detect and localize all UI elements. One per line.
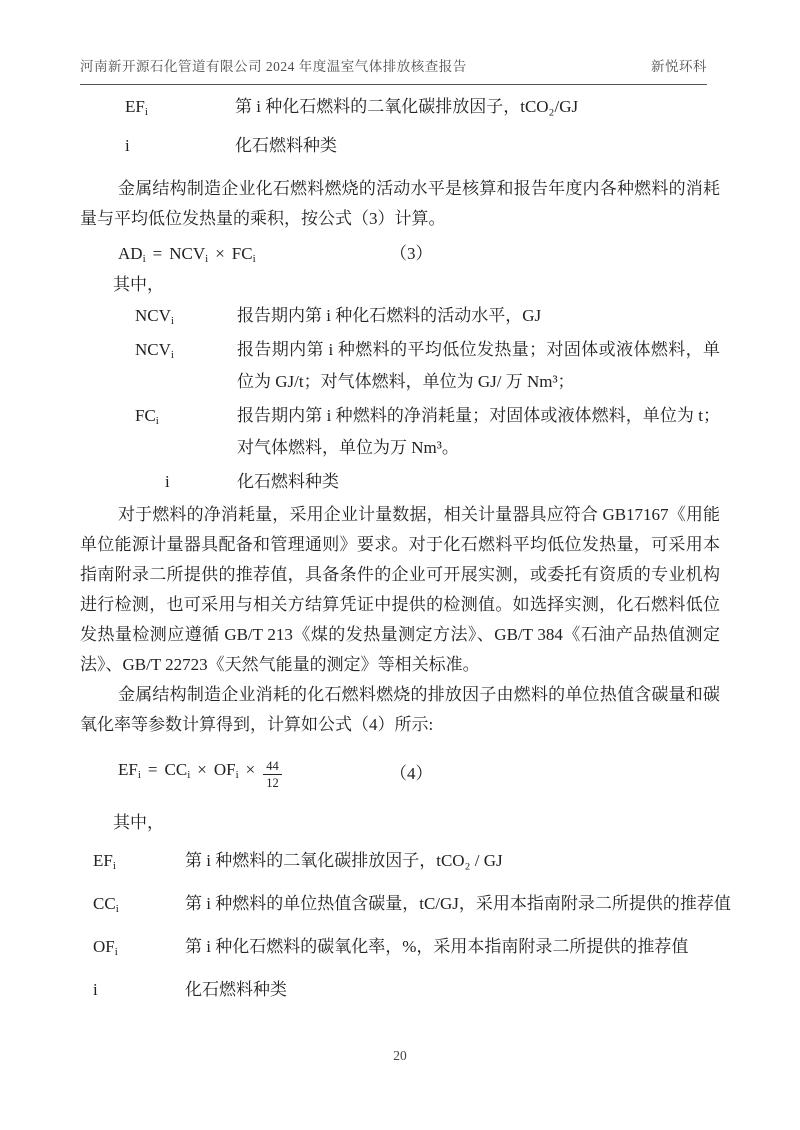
fraction-denominator: 12 (266, 776, 279, 791)
definition-row-of (80, 932, 720, 962)
paragraph-net-consumption: 对于燃料的净消耗量，采用企业计量数据，相关计量器具应符合 GB17167《用能单位能源计量器具配备和管理通则》要求。对于化石燃料平均低位发热量，可采用本指南附录二所提供的推荐值，具备条件的企业可开展实测，或委托有资质的专业机构进行检测，也可采用与相关方结算凭证中提供的检测值。如选择实测，化石燃料低位发热量检测应遵循 GB/T 213《煤的发热量测定方法》、GB/T 384《石油产品热值测定法》、GB/T 22723《天然气能量的测定》等相关标准。 (80, 505, 720, 674)
paragraph-emission-factor: 金属结构制造企业消耗的化石燃料燃烧的排放因子由燃料的单位热值含碳量和碳氧化率等参数计算得到，计算如公式（4）所示: (80, 685, 720, 734)
definition-description: 第 i 种化石燃料的碳氧化率，%，采用本指南附录二所提供的推荐值 (185, 937, 689, 956)
term-symbol: FC (135, 406, 156, 425)
term-subscript: i (114, 946, 118, 958)
formula-symbol: EF (118, 760, 138, 780)
formula-4-number: （4） (390, 764, 433, 783)
term-symbol: NCV (135, 340, 171, 359)
fraction-44-12 (263, 759, 282, 791)
header-report-title: 河南新开源石化管道有限公司 2024 年度温室气体排放核查报告 (80, 59, 467, 74)
formula-symbol: CC (164, 760, 188, 780)
definition-row-ncv1 (80, 300, 720, 332)
equals-sign: = (147, 760, 158, 780)
term-symbol: NCV (135, 306, 171, 325)
definition-term (135, 300, 237, 332)
term-symbol: CC (93, 894, 116, 913)
equals-sign: = (152, 244, 163, 263)
term-subscript: i (144, 106, 148, 118)
definition-row-cc (80, 889, 731, 919)
definition-description: 第 i 种燃料的单位热值含碳量，tC/GJ，采用本指南附录二所提供的推荐值 (185, 894, 731, 913)
formula-4 (118, 750, 720, 796)
term-symbol: OF (93, 937, 115, 956)
formula-subscript: i (142, 253, 146, 265)
definition-term (93, 932, 185, 962)
definition-row-ef (80, 92, 720, 122)
paragraph-activity-level: 金属结构制造企业化石燃料燃烧的活动水平是核算和报告年度内各种燃料的消耗量与平均低位发热量的乘积，按公式（3）计算。 (80, 179, 720, 228)
definition-term (125, 92, 235, 122)
definition-term (135, 334, 237, 398)
formula-subscript: i (235, 769, 239, 782)
multiply-sign: × (197, 760, 207, 780)
definition-row-ef2 (80, 846, 720, 876)
definition-description: 第 i 种燃料的二氧化碳排放因子，tCO₂ / GJ (185, 851, 503, 870)
where-label: 其中， (113, 813, 164, 832)
formula-symbol: NCV (169, 244, 206, 263)
formula-3-number: （3） (390, 244, 433, 263)
fraction-numerator: 44 (263, 759, 282, 775)
formula-4-expression (118, 755, 282, 790)
page-header (80, 55, 707, 85)
term-symbol: i (93, 980, 98, 999)
formula-subscript: i (205, 253, 209, 265)
definition-description: 化石燃料种类 (235, 136, 337, 155)
formula-3-expression (118, 244, 256, 263)
formula-subscript: i (137, 769, 141, 782)
definition-term (125, 131, 235, 161)
definition-term (93, 975, 185, 1005)
definition-term (93, 889, 185, 919)
multiply-sign: × (215, 244, 225, 263)
term-subscript: i (115, 903, 119, 915)
term-symbol: i (125, 136, 130, 155)
definition-row-ncv2 (80, 334, 720, 398)
formula-symbol: OF (213, 760, 236, 780)
definition-description: 第 i 种化石燃料的二氧化碳排放因子，tCO₂/GJ (235, 97, 579, 116)
definition-row-i3 (80, 975, 720, 1005)
term-symbol: i (165, 472, 170, 491)
definition-row-fc (80, 400, 720, 464)
formula-symbol: FC (231, 244, 253, 263)
formula-subscript: i (252, 253, 256, 265)
definition-description: 报告期内第 i 种燃料的平均低位发热量；对固体或液体燃料，单位为 GJ/t；对气体燃料，单位为 GJ/ 万 Nm³； (237, 340, 720, 391)
term-subscript: i (170, 315, 174, 327)
term-symbol: EF (93, 851, 113, 870)
definition-description: 报告期内第 i 种燃料的净消耗量；对固体或液体燃料，单位为 t；对气体燃料，单位为万 Nm³。 (237, 406, 720, 457)
multiply-sign: × (245, 760, 256, 780)
definition-term (165, 466, 237, 498)
formula-3 (118, 239, 720, 269)
term-subscript: i (155, 415, 159, 427)
page-number: 20 (393, 1048, 407, 1063)
formula-symbol: AD (118, 244, 143, 263)
term-symbol: EF (125, 97, 145, 116)
definition-term (93, 846, 185, 876)
header-company-mark: 新悦环科 (651, 59, 707, 74)
term-subscript: i (170, 349, 174, 361)
definition-description: 化石燃料种类 (185, 980, 287, 999)
formula-subscript: i (187, 769, 191, 782)
term-subscript: i (112, 860, 116, 872)
definition-description: 报告期内第 i 种化石燃料的活动水平，GJ (237, 306, 542, 325)
where-label: 其中， (113, 275, 164, 294)
definition-row-i2 (80, 466, 720, 498)
page-body (80, 92, 731, 1018)
definition-term (135, 400, 237, 464)
definition-description: 化石燃料种类 (237, 472, 339, 491)
definition-row-i (80, 131, 720, 161)
